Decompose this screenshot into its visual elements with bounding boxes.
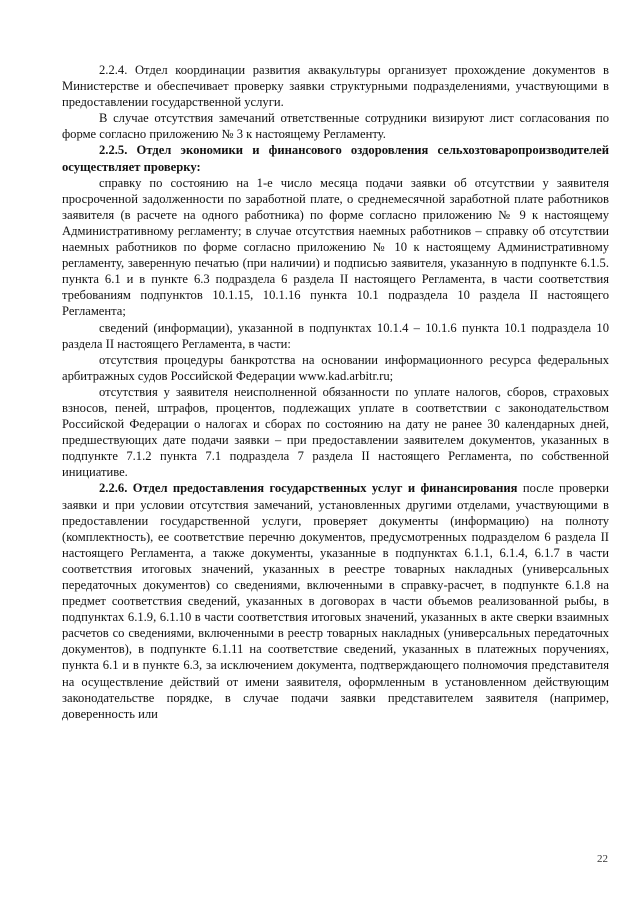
heading-2-2-5: 2.2.5. Отдел экономики и финансового оздоровления сельхозтоваропроизводителей осуществляет проверку: [62,143,609,174]
paragraph-tax-obligations: отсутствия у заявителя неисполненной обязанности по уплате налогов, сборов, страховых взносов, пеней, штрафов, процентов, подлежащих уплате в соответствии с законодательством Российской Федерации о налогах и сборах по состоянию на дату не ранее 30 календарных дней, предшествующих дате подачи заявки – при предоставлении заявителем документов, указанных в подпункте 7.1.2 пункта 7.1 подраздела 7 раздела II настоящего Регламента, по собственной инициативе. [62,384,609,480]
paragraph-bankruptcy: отсутствия процедуры банкротства на основании информационного ресурса федеральных арбитражных судов Российской Федерации www.kad.arbitr.ru; [62,352,609,383]
paragraph-salary-certificate: справку по состоянию на 1-е число месяца подачи заявки об отсутствии у заявителя просроченной задолженности по заработной плате, о среднемесячной заработной плате работников заявителя (в расчете на одного работника) по форме согласно приложению № 9 к настоящему Административному регламенту; в случае отсутствия наемных работников – справку об отсутствии наемных работников по форме согласно приложению № 10 к настоящему Административному регламенту, заверенную печатью (при наличии) и подписью заявителя, указанную в подпункте 6.1.5. пункта 6.1 и в пункте 6.3 подраздела 6 раздела II настоящего Регламента, в части соответствия требованиям подпунктов 10.1.15, 10.1.16 пункта 10.1 подраздела 10 раздела II настоящего Регламента; [62,175,609,319]
paragraph-information-check: сведений (информации), указанной в подпунктах 10.1.4 – 10.1.6 пункта 10.1 подраздела 10 раздела II настоящего Регламента, в части: [62,320,609,351]
heading-2-2-6: 2.2.6. Отдел предоставления государственных услуг и финансирования [99,481,518,496]
document-body [62,62,609,722]
paragraph-2-2-6 [62,480,609,721]
page-number: 22 [597,853,608,865]
paragraph-2-2-4: 2.2.4. Отдел координации развития аквакультуры организует прохождение документов в Министерстве и обеспечивает проверку заявки структурными подразделениями, участвующими в предоставлении государственной услуги. [62,63,609,110]
paragraph-approval-sheet: В случае отсутствия замечаний ответственные сотрудники визируют лист согласования по форме согласно приложению № 3 к настоящему Регламенту. [62,111,609,142]
paragraph-2-2-6-text: после проверки заявки и при условии отсутствия замечаний, установленных другими отделами, участвующими в предоставлении государственной услуги, проверяет документы (информацию) на полноту (комплектность), ее соответствие перечню документов, предусмотренных подразделом 6 раздела II настоящего Регламента, а также документы, указанные в подпунктах 6.1.1, 6.1.4, 6.1.7 в части соответствия итоговых значений, указанных в реестре товарных накладных (универсальных передаточных документов) со сведениями, включенными в справку-расчет, в подпункте 6.1.8 на предмет соответствия сведений, указанных в договорах в части объемов реализованной рыбы, в подпунктах 6.1.9, 6.1.10 в части соответствия итоговых значений, указанных в акте сверки взаимных расчетов со сведениями, включенными в реестр товарных накладных (универсальных передаточных документов), в подпункте 6.1.11 на соответствие сведений, указанных в платежных поручениях, пункта 6.1 и в пункте 6.3, за исключением документа, подтверждающего полномочия представителя на осуществление действий от имени заявителя, оформленным в установленном действующим законодательстве порядке, в случае подачи заявки представителем заявителя (например, доверенность или [62,481,609,721]
